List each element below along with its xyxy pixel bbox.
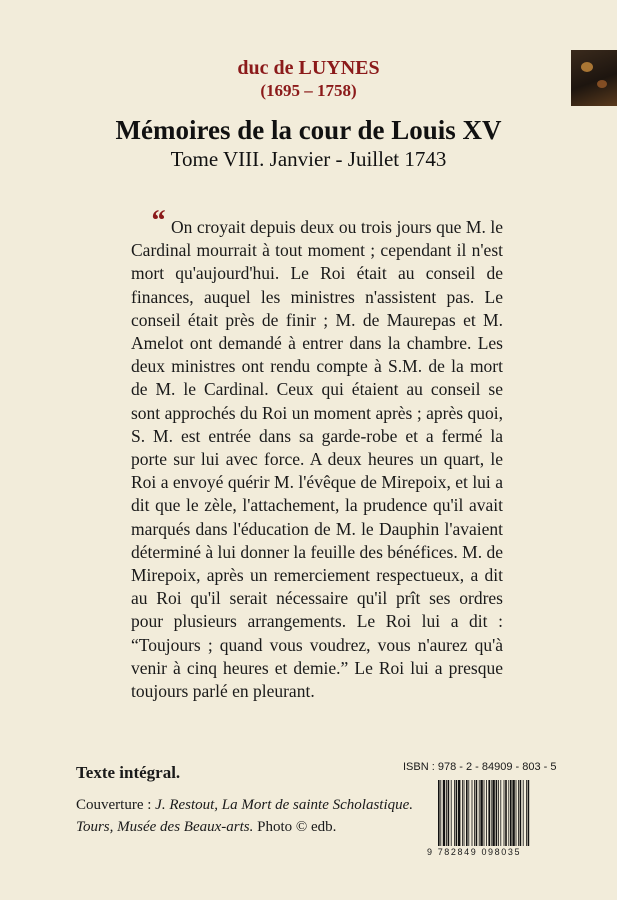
barcode-bar [510, 780, 512, 846]
barcode-bar [438, 780, 440, 846]
barcode-bar [454, 780, 455, 846]
barcode-bar [486, 780, 487, 846]
barcode-bar [518, 780, 519, 846]
barcode-bar [466, 780, 468, 846]
barcode-bar [448, 780, 450, 846]
barcode-bar [440, 780, 441, 846]
book-title: Mémoires de la cour de Louis XV [115, 115, 502, 145]
barcode-bar [520, 780, 522, 846]
barcode-bar [498, 780, 499, 846]
barcode-bar [443, 780, 445, 846]
opening-quote-mark: “ [150, 204, 165, 237]
barcode-bar [505, 780, 507, 846]
barcode-bar [484, 780, 485, 846]
barcode [438, 780, 560, 846]
barcode-bar [508, 780, 509, 846]
credit-photo: Photo © edb. [253, 819, 337, 835]
author-years: (1695 – 1758) [260, 81, 357, 100]
barcode-bar [462, 780, 463, 846]
barcode-bar [474, 780, 475, 846]
barcode-bar [526, 780, 527, 846]
cover-credit [76, 794, 426, 838]
excerpt-text: On croyait depuis deux ou trois jours que M. le Cardinal mourrait à tout moment ; cependant il n'est mort qu'aujourd'hui. Le Roi était au conseil de finances, auquel les ministres n'assistent pas. Le conseil était près de finir ; M. de Maurepas et M. Amelot ont demandé à entrer dans la chambre. Les deux ministres ont rendu compte à S.M. de la mort de M. le Cardinal. Ceux qui étaient au conseil se sont approchés du Roi un moment après ; après quoi, S. M. est entrée dans sa garde-robe et a fermé la porte sur lui avec force. A deux heures un quart, le Roi a envoyé quérir M. l'évêque de Mirepoix, et lui a dit que le zèle, l'attachement, la prudence qu'il avait marqués dans l'éducation de M. le Dauphin l'avaient déterminé à lui donner la feuille des bénéfices. M. de Mirepoix, après un remerciement respectueux, a dit au Roi qu'il serait nécessaire qu'il prît ses ordres pour plusieurs arrangements. Le Roi lui a dit : “Toujours ; quand vous voudrez, vous n'aurez qu'à venir à cinq heures et demie.” Le Roi lui a presque toujours parlé en pleurant. [131, 217, 503, 702]
barcode-bar [528, 780, 530, 846]
barcode-bar [476, 780, 478, 846]
author-name: duc de LUYNES [237, 57, 380, 79]
credit-work: J. Restout, La Mort de sainte Scholastique. [155, 797, 414, 813]
barcode-bar [464, 780, 465, 846]
barcode-bar [458, 780, 460, 846]
barcode-digits: 9 782849 098035 [427, 847, 522, 857]
book-subtitle: Tome VIII. Janvier - Juillet 1743 [170, 147, 447, 171]
barcode-bar [446, 780, 447, 846]
barcode-bars [438, 780, 560, 846]
barcode-bar [456, 780, 458, 846]
barcode-bar [491, 780, 492, 846]
barcode-bar [512, 780, 514, 846]
barcode-bar [468, 780, 469, 846]
full-text-label: Texte intégral. [76, 763, 181, 782]
isbn-number: ISBN : 978 - 2 - 84909 - 803 - 5 [403, 761, 557, 773]
credit-place: Tours, Musée des Beaux-arts. [76, 819, 254, 835]
barcode-bar [500, 780, 501, 846]
barcode-bar [496, 780, 498, 846]
barcode-bar [504, 780, 505, 846]
barcode-bar [479, 780, 480, 846]
barcode-bar [523, 780, 524, 846]
barcode-bar [480, 780, 482, 846]
barcode-bar [451, 780, 452, 846]
barcode-bar [472, 780, 473, 846]
barcode-bar [488, 780, 490, 846]
barcode-bar [492, 780, 494, 846]
credit-prefix: Couverture : [76, 797, 156, 813]
barcode-bar [516, 780, 517, 846]
